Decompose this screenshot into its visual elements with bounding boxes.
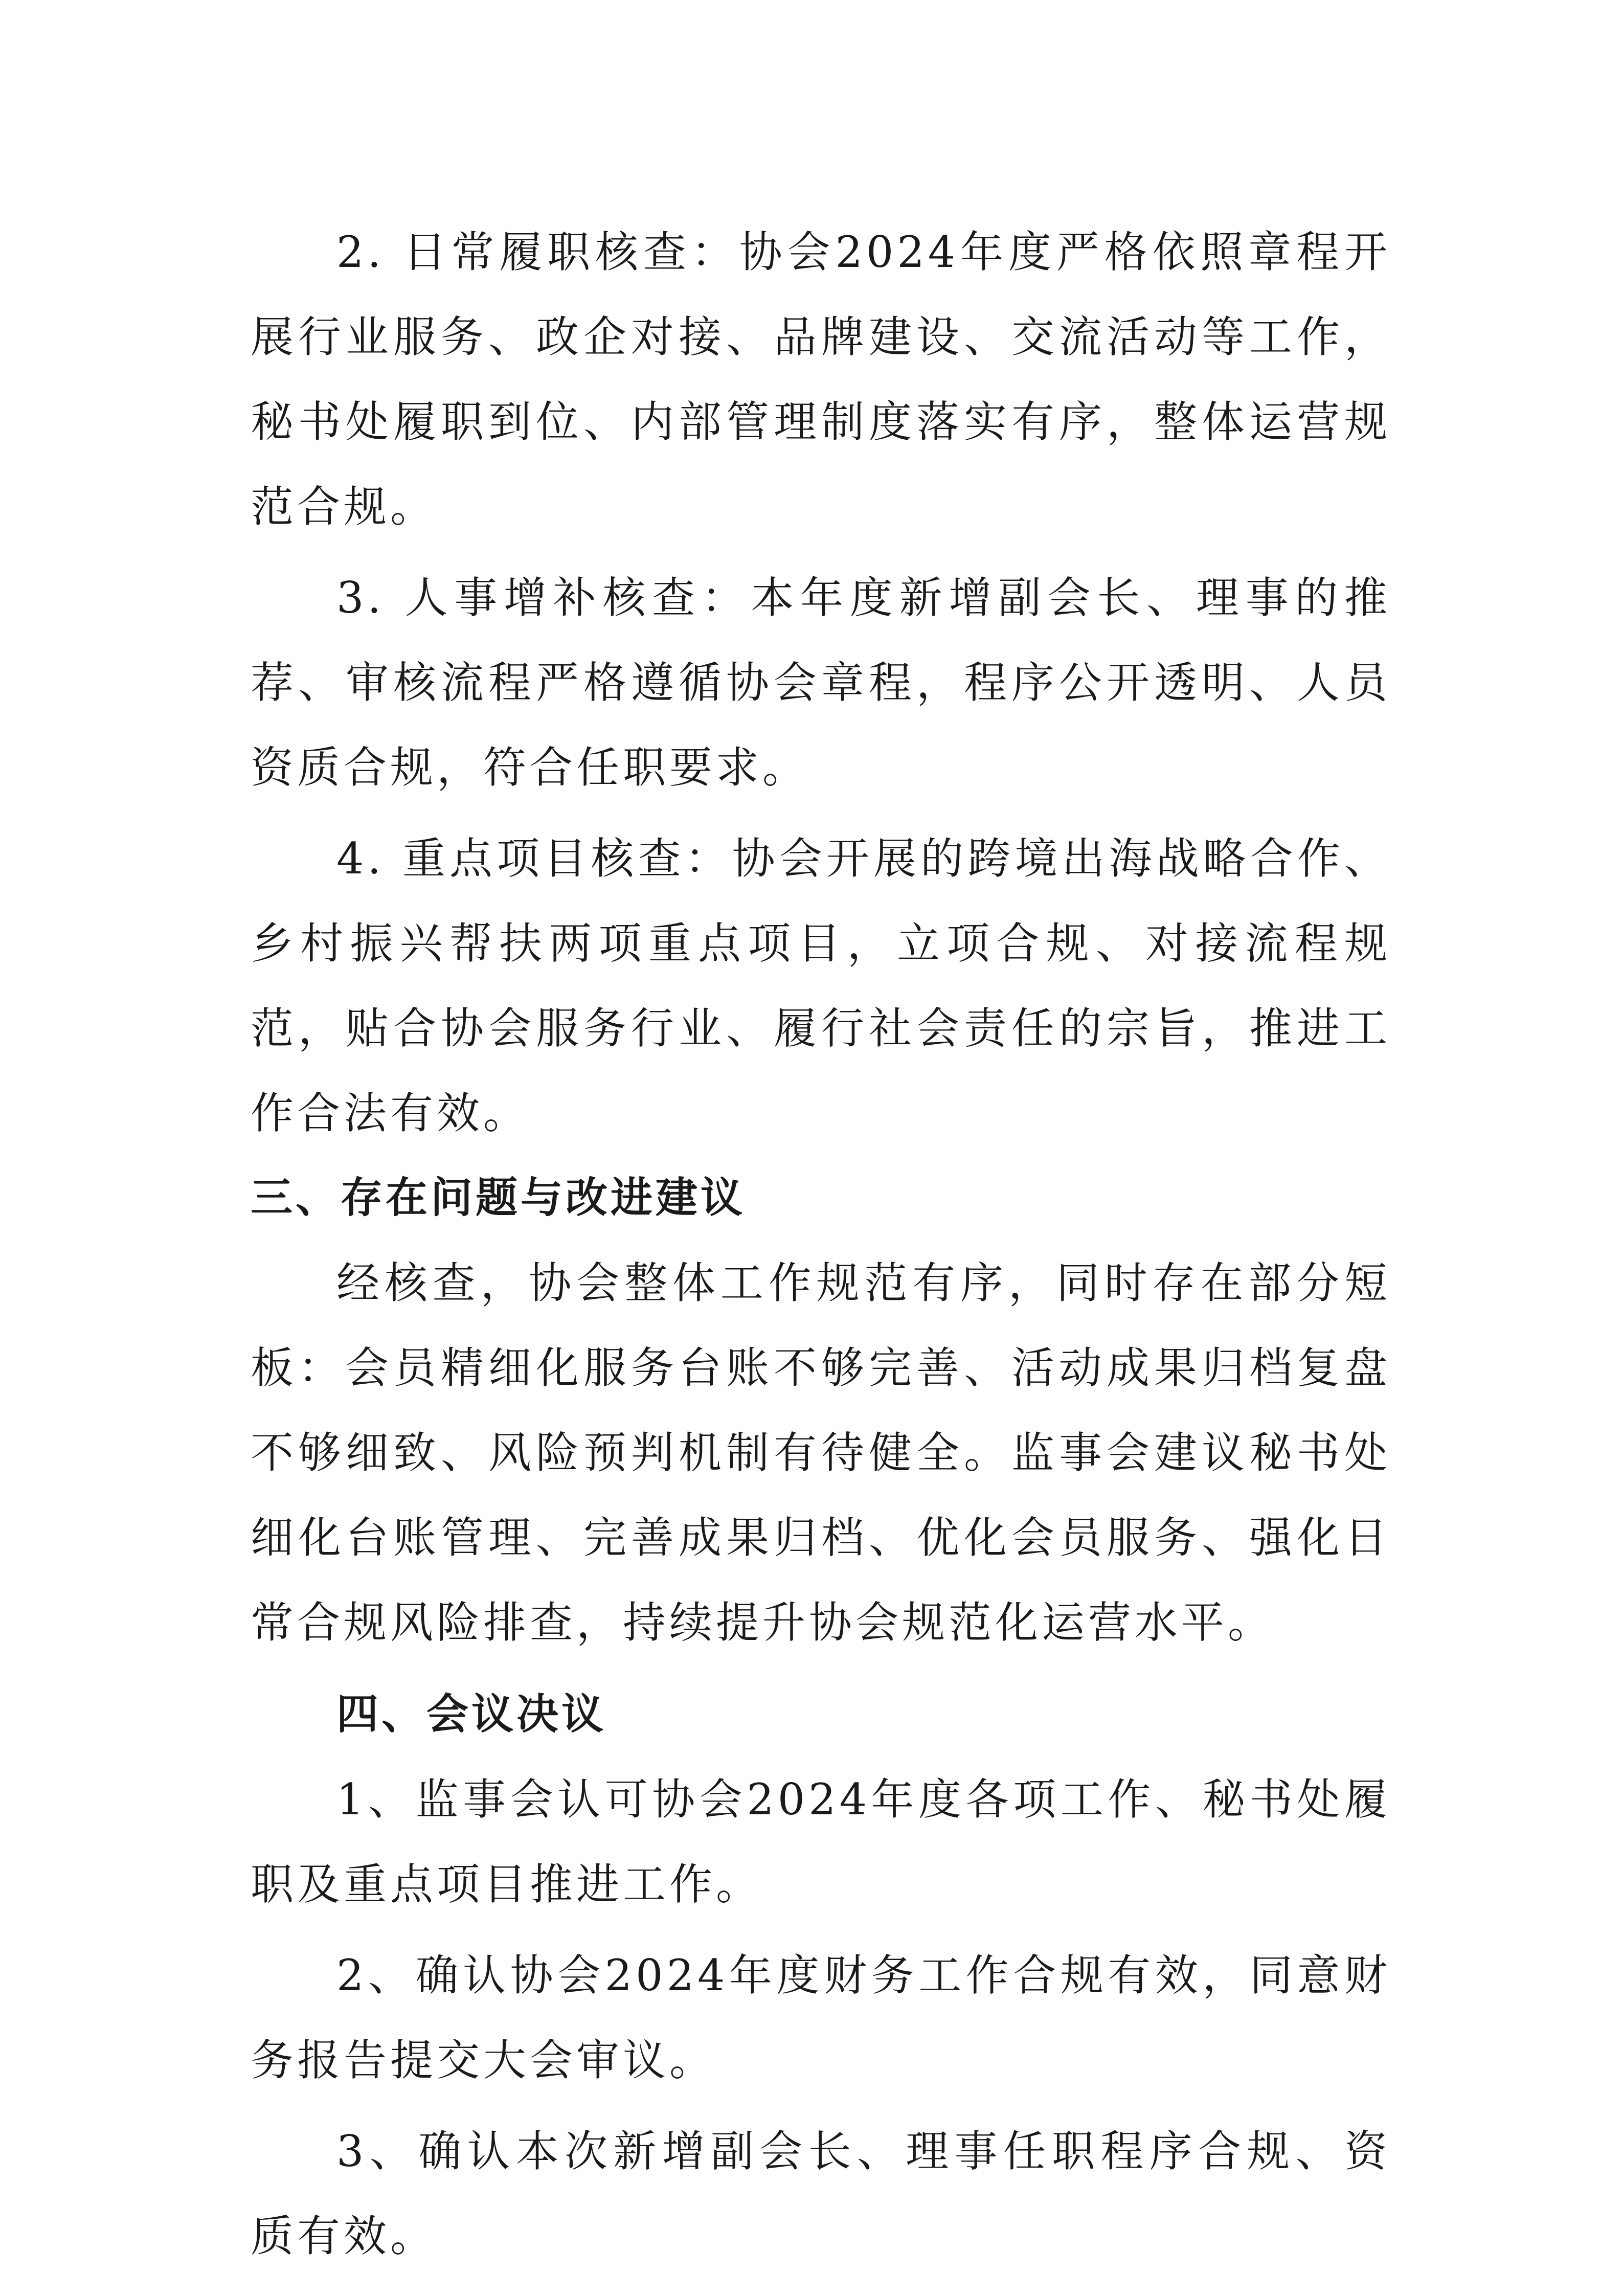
section-heading-issues: 三、存在问题与改进建议 [251,1174,746,1222]
document-body [251,210,1391,2279]
resolution-item-2: 2、确认协会2024年度财务工作合规有效，同意财务报告提交大会审议。 [251,1950,1391,2085]
paragraph-issues-suggestions: 经核查，协会整体工作规范有序，同时存在部分短板：会员精细化服务台账不够完善、活动成果归档复盘不够细致、风险预判机制有待健全。监事会建议秘书处细化台账管理、完善成果归档、优化会员服务、强化日常合规风险排查，持续提升协会规范化运营水平。 [251,1258,1391,1648]
paragraph-key-project-review: 4. 重点项目核查：协会开展的跨境出海战略合作、乡村振兴帮扶两项重点项目，立项合规、对接流程规范，贴合协会服务行业、履行社会责任的宗旨，推进工作合法有效。 [251,834,1391,1138]
resolution-item-3: 3、确认本次新增副会长、理事任职程序合规、资质有效。 [251,2126,1391,2261]
paragraph-personnel-review: 3. 人事增补核查：本年度新增副会长、理事的推荐、审核流程严格遵循协会章程，程序公开透明、人员资质合规，符合任职要求。 [251,573,1391,793]
paragraph-routine-duty-review: 2. 日常履职核查：协会2024年度严格依照章程开展行业服务、政企对接、品牌建设、交流活动等工作，秘书处履职到位、内部管理制度落实有序，整体运营规范合规。 [251,227,1391,532]
section-heading-resolutions: 四、会议决议 [336,1690,607,1739]
resolution-item-1: 1、监事会认可协会2024年度各项工作、秘书处履职及重点项目推进工作。 [251,1774,1391,1909]
